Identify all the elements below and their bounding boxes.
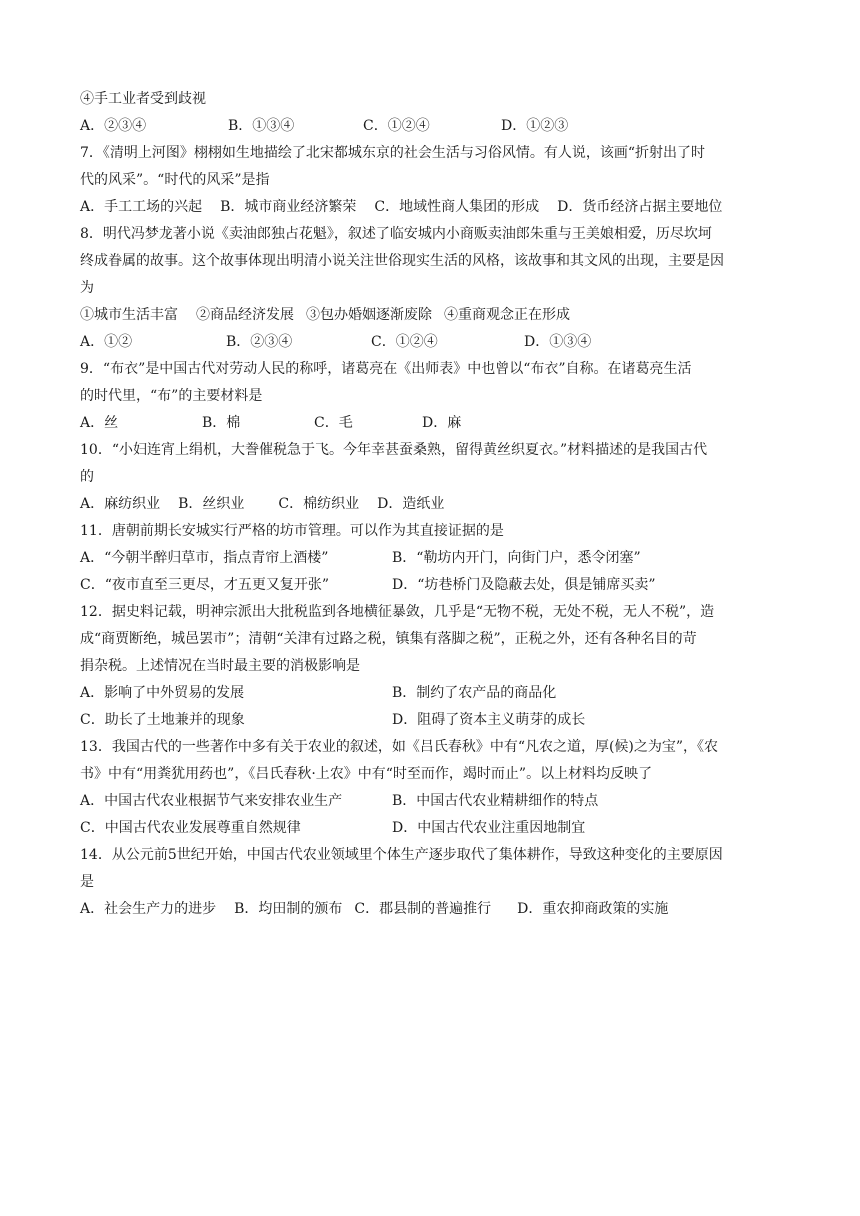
question-9-options <box>80 410 780 437</box>
option-d: D．麻 <box>422 415 462 431</box>
option-d: D．阻碍了资本主义萌芽的成长 <box>392 712 586 728</box>
question-12-options-row-1 <box>80 680 780 707</box>
question-10 <box>80 437 780 518</box>
question-8-options <box>80 329 780 356</box>
option-a: A．影响了中外贸易的发展 <box>80 685 245 701</box>
option-c: C．①②④ <box>363 118 430 134</box>
option-b: B．①③④ <box>228 118 295 134</box>
option-d: D．①③④ <box>524 334 592 350</box>
option-c: C．毛 <box>314 415 353 431</box>
option-b: B．“勒坊内开门，向街门户，悉令闭塞” <box>392 550 641 566</box>
question-stem-line: 的 <box>80 469 94 485</box>
option-a: A．②③④ <box>80 118 147 134</box>
option-a: A．手工工场的兴起 <box>80 199 203 215</box>
question-12-options-row-2 <box>80 707 780 734</box>
option-a: A．①② <box>80 334 133 350</box>
option-d: D．①②③ <box>501 118 569 134</box>
question-11-options-row-1 <box>80 545 780 572</box>
statement-item: ②商品经济发展 <box>196 307 294 323</box>
question-14-options <box>80 896 780 923</box>
option-b: B．中国古代农业精耕细作的特点 <box>392 793 599 809</box>
question-9 <box>80 356 780 437</box>
option-d: D．重农抑商政策的实施 <box>517 901 669 917</box>
option-b: B．城市商业经济繁荣 <box>220 199 357 215</box>
option-d: D．货币经济占据主要地位 <box>557 199 723 215</box>
question-10-options <box>80 491 780 518</box>
option-a: A．“今朝半醉归草市，指点青帘上酒楼” <box>80 550 329 566</box>
question-8 <box>80 221 780 356</box>
option-b: B．②③④ <box>226 334 293 350</box>
statement-item: ③包办婚姻逐渐废除 <box>306 307 432 323</box>
question-stem-line: 9．“布衣”是中国古代对劳动人民的称呼，诸葛亮在《出师表》中也曾以“布衣”自称。在诸葛亮生活 <box>80 361 692 377</box>
question-13 <box>80 734 780 842</box>
question-6-options <box>80 113 780 140</box>
question-7-options <box>80 194 780 221</box>
option-c: C．地域性商人集团的形成 <box>374 199 540 215</box>
question-stem-line: 13．我国古代的一些著作中多有关于农业的叙述，如《吕氏春秋》中有“凡农之道，厚(候)之为宝”，《农 <box>80 739 719 755</box>
option-c: C．“夜市直至三更尽，才五更又复开张” <box>80 577 330 593</box>
question-stem-line: 为 <box>80 280 94 296</box>
option-d: D．造纸业 <box>377 496 445 512</box>
question-stem-line: 的时代里，“布”的主要材料是 <box>80 388 263 404</box>
statement-item: ④重商观念正在形成 <box>444 307 570 323</box>
option-b: B．制约了农产品的商品化 <box>392 685 557 701</box>
question-stem-line: 捐杂税。上述情况在当时最主要的消极影响是 <box>80 658 360 674</box>
option-b: B．丝织业 <box>178 496 245 512</box>
question-11 <box>80 518 780 599</box>
question-13-options-row-2 <box>80 815 780 842</box>
option-a: A．社会生产力的进步 <box>80 901 217 917</box>
question-stem-line: 10．“小妇连宵上绢机，大誊催税急于飞。今年幸甚蚕桑熟，留得黄丝织夏衣。”材料描述的是我国古代 <box>80 442 708 458</box>
question-7 <box>80 140 780 221</box>
question-stem-line: 终成眷属的故事。这个故事体现出明清小说关注世俗现实生活的风格，该故事和其文风的出现，主要是因 <box>80 253 724 269</box>
option-c: C．棉纺织业 <box>278 496 360 512</box>
option-d: D．中国古代农业注重因地制宜 <box>392 820 586 836</box>
question-stem-line: 成“商贾断绝，城邑罢市”；清朝“关津有过路之税，镇集有落脚之税”，正税之外，还有各种名目的苛 <box>80 631 697 647</box>
question-stem-line: 14．从公元前5世纪开始，中国古代农业领域里个体生产逐步取代了集体耕作，导致这种变化的主要原因 <box>80 847 723 863</box>
question-stem-line: 12．据史料记载，明神宗派出大批税监到各地横征暴敛，几乎是“无物不税，无处不税，无人不税”，造 <box>80 604 715 620</box>
option-a: A．中国古代农业根据节气来安排农业生产 <box>80 793 343 809</box>
question-stem-line: 是 <box>80 874 94 890</box>
option-a: A．丝 <box>80 415 119 431</box>
option-d: D．“坊巷桥门及隐蔽去处，俱是铺席买卖” <box>392 577 656 593</box>
question-13-options-row-1 <box>80 788 780 815</box>
option-c: C．助长了土地兼并的现象 <box>80 712 245 728</box>
question-11-options-row-2 <box>80 572 780 599</box>
option-a: A．麻纺织业 <box>80 496 161 512</box>
option-b: B．均田制的颁布 <box>234 901 343 917</box>
option-b: B．棉 <box>202 415 241 431</box>
question-stem-line: 7．《清明上河图》栩栩如生地描绘了北宋都城东京的社会生活与习俗风情。有人说，该画“折射出了时 <box>80 145 706 161</box>
question-6-item-4: ④手工业者受到歧视 <box>80 91 206 107</box>
option-c: C．①②④ <box>371 334 438 350</box>
question-12 <box>80 599 780 734</box>
question-14 <box>80 842 780 923</box>
exam-page <box>80 86 780 923</box>
option-c: C．中国古代农业发展尊重自然规律 <box>80 820 301 836</box>
question-stem-line: 书》中有“用粪犹用药也”，《吕氏春秋·上农》中有“时至而作，竭时而止”。以上材料均反映了 <box>80 766 653 782</box>
option-c: C．郡县制的普遍推行 <box>354 901 492 917</box>
question-stem-line: 8．明代冯梦龙著小说《卖油郎独占花魁》，叙述了临安城内小商贩卖油郎朱重与王美娘相爱，历尽坎坷 <box>80 226 712 242</box>
statement-item: ①城市生活丰富 <box>80 307 178 323</box>
question-8-items <box>80 302 780 329</box>
question-stem-line: 11．唐朝前期长安城实行严格的坊市管理。可以作为其直接证据的是 <box>80 523 504 539</box>
question-stem-line: 代的风采”。“时代的风采”是指 <box>80 172 270 188</box>
